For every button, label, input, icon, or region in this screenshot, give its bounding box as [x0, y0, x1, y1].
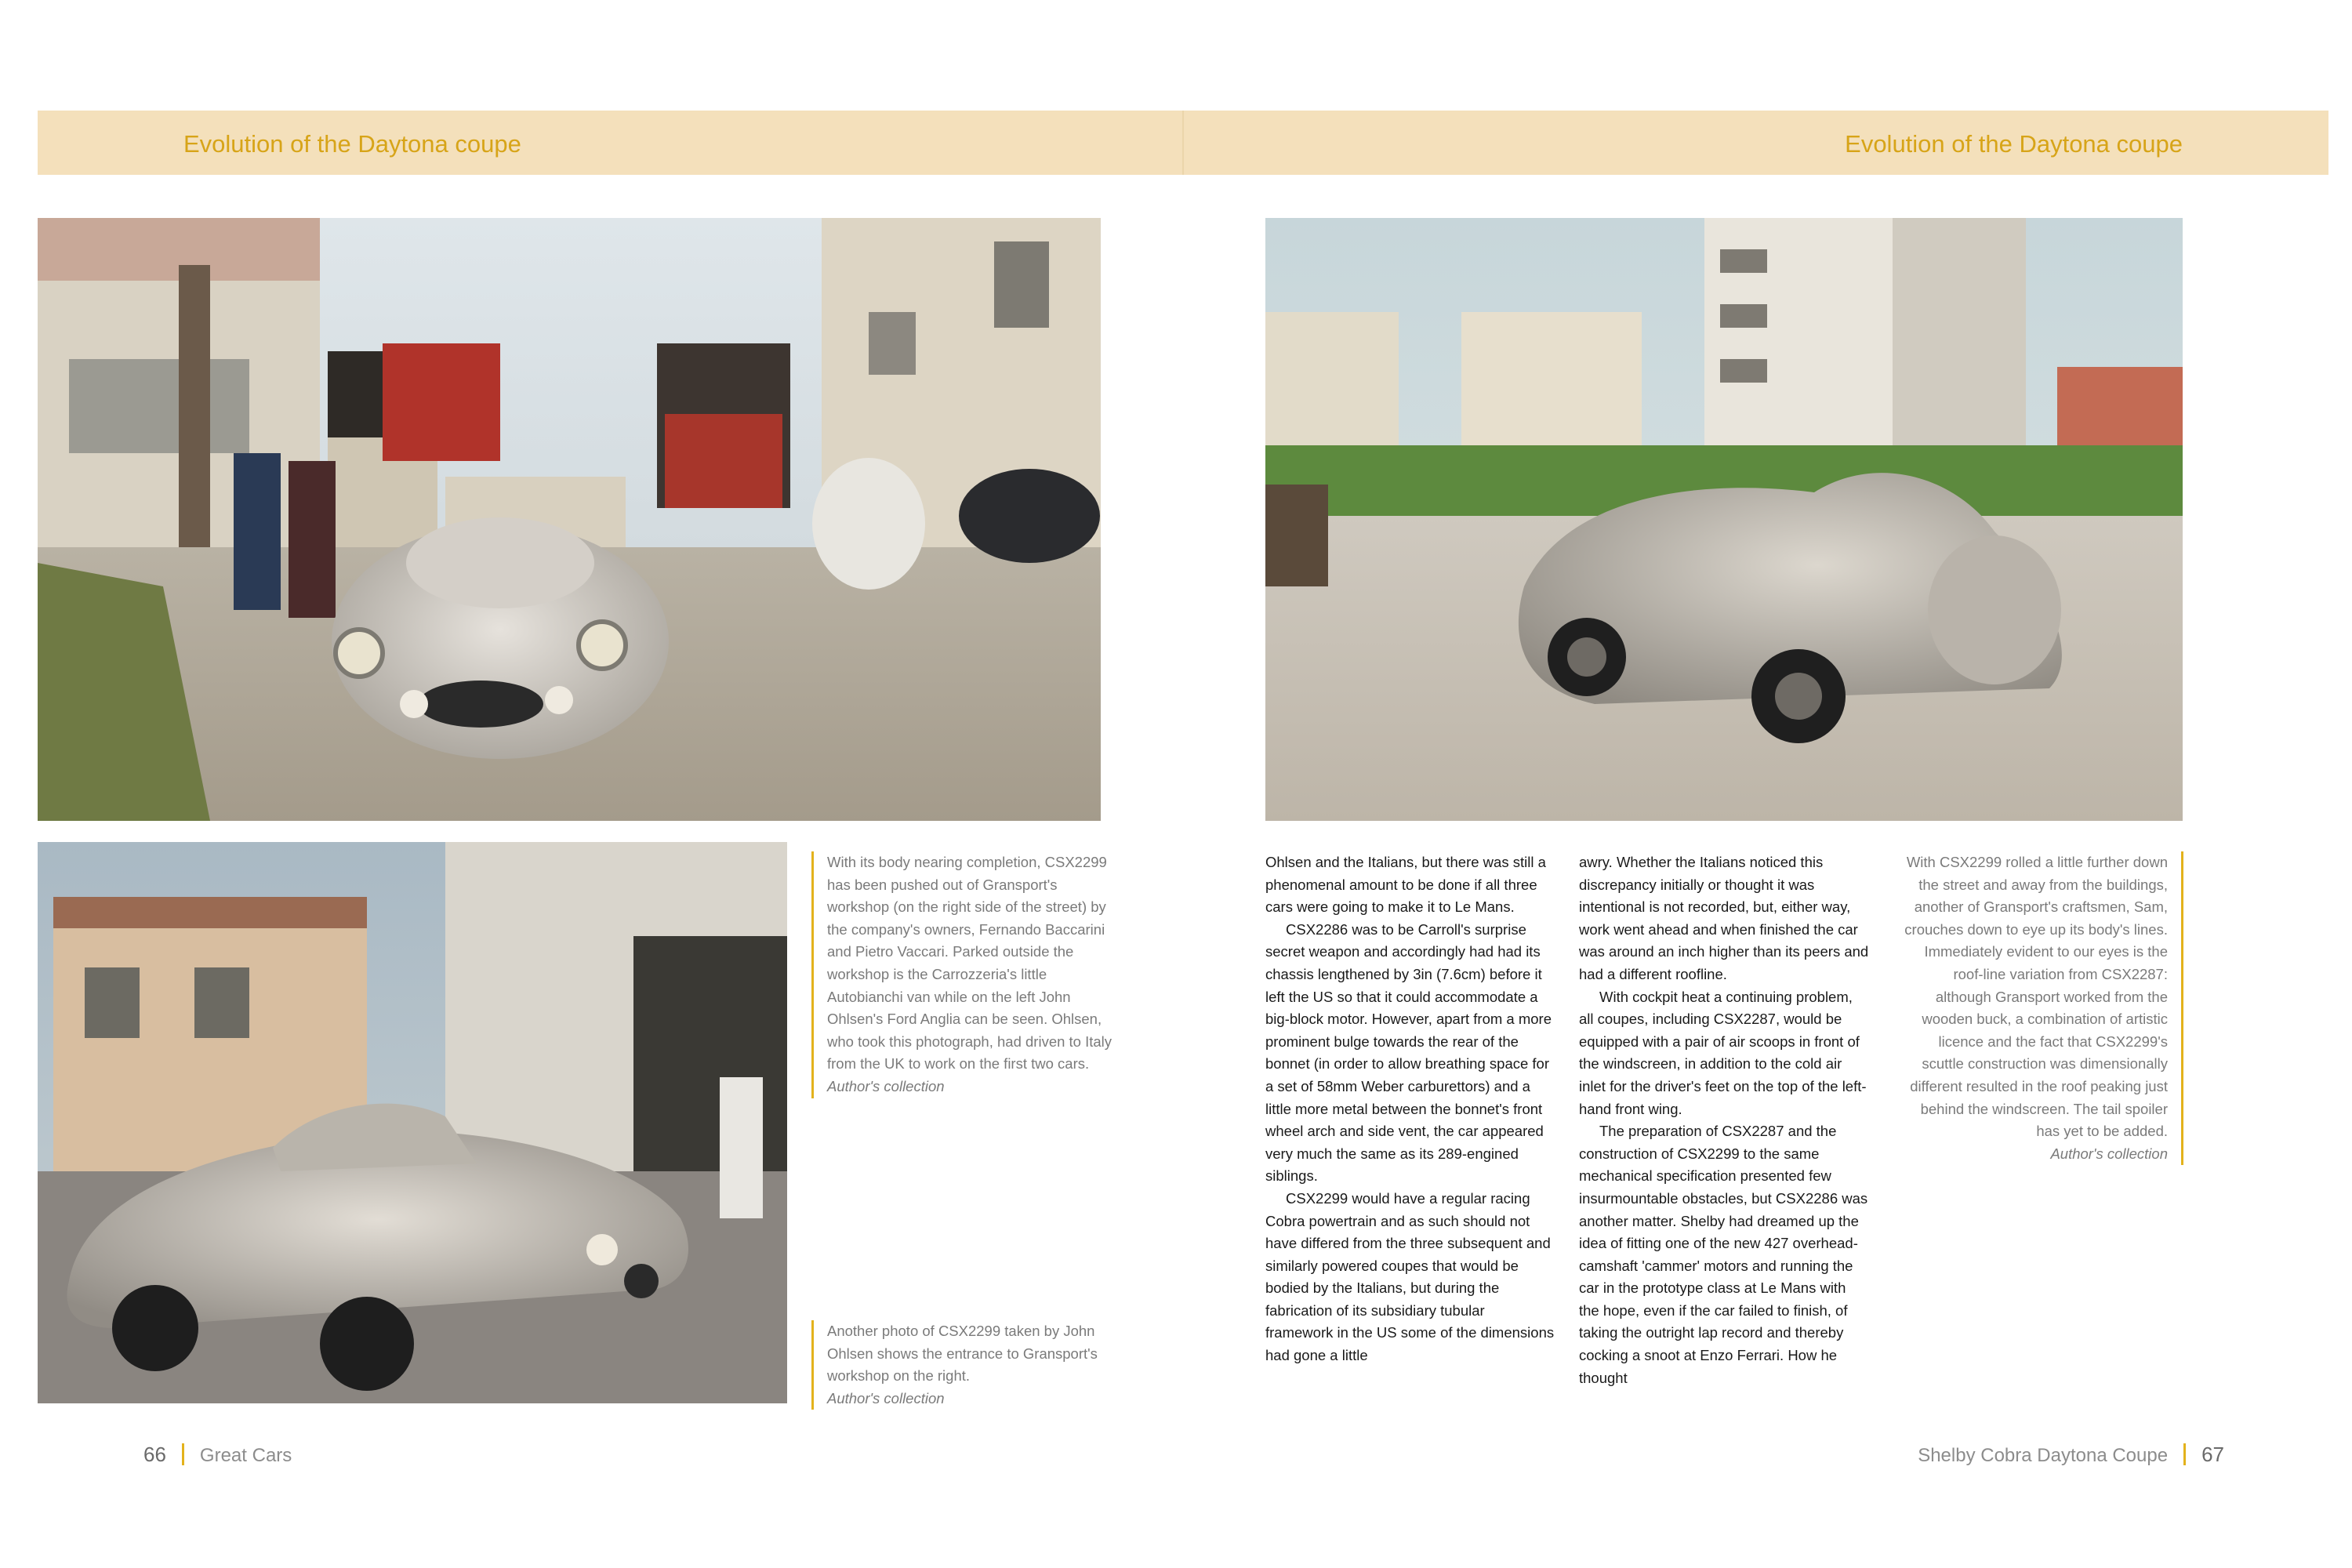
folio-right — [1918, 1441, 2224, 1469]
book-title-left: Great Cars — [199, 1445, 292, 1466]
body-column-2 — [1579, 851, 1869, 1389]
folio-divider — [182, 1443, 184, 1465]
caption-top-left — [811, 851, 1116, 1098]
caption-bottom-left — [811, 1320, 1116, 1410]
running-head-right: Evolution of the Daytona coupe — [1845, 130, 2183, 158]
caption-credit: Author's collection — [827, 1389, 945, 1406]
page-number-right: 67 — [2201, 1443, 2224, 1466]
body-paragraph: awry. Whether the Italians noticed this discrepancy initially or thought it was intentional is not recorded, but, either way, work went ahead and when finished the car was around an inch higher than its peers and had a different roofline. — [1579, 854, 1869, 982]
body-paragraph: With cockpit heat a continuing problem, all coupes, including CSX2287, would be equipped with a pair of air scoops in front of the windscreen, in addition to the cold air inlet for the driver's feet on the top of the left-hand front wing. — [1579, 988, 1867, 1117]
caption-text: With its body nearing completion, CSX2299 has been pushed out of Gransport's workshop (on the right side of the street) by the company's owners, Fernando Baccarini and Pietro Vaccari. Parked outside the workshop is the Carrozzeria's little Autobianchi van while on the left John Ohlsen's Ford Anglia can be seen. Ohlsen, who took this photograph, had driven to Italy from the UK to work on the first two cars. — [827, 854, 1112, 1073]
page-number-left: 66 — [143, 1443, 166, 1466]
book-title-right: Shelby Cobra Daytona Coupe — [1918, 1445, 2169, 1466]
caption-text: With CSX2299 rolled a little further down the street and away from the buildings, another of Gransport's craftsmen, Sam, crouches down to eye up its body's lines. Immediately evident to our eyes is the roof-line variation from CSX2287: although Gransport worked from the wooden buck, a combination of artistic licence and the fact that CSX2299's scuttle construction was dimensionally different resulted in the roof peaking just behind the windscreen. The tail spoiler has yet to be added. — [1904, 854, 2168, 1140]
body-paragraph: The preparation of CSX2287 and the construction of CSX2299 to the same mechanical specification presented few insurmountable obstacles, but CSX2286 was another matter. Shelby had dreamed up the idea of fitting one of the new 427 overhead-camshaft 'cammer' motors and running the car in the prototype class at Le Mans with the hope, even if the car failed to finish, of taking the outright lap record and thereby cocking a snoot at Enzo Ferrari. How he thought — [1579, 1123, 1868, 1386]
running-head-left: Evolution of the Daytona coupe — [183, 130, 521, 158]
body-paragraph: CSX2299 would have a regular racing Cobra powertrain and as such should not have differed from the three subsequent and similarly powered coupes that would be bodied by the Italians, but during the fabrication of its subsidiary tubular framework in the US some of the dimensions had gone a little — [1265, 1189, 1555, 1364]
page-gutter-divider — [1182, 111, 1184, 175]
caption-credit: Author's collection — [827, 1077, 945, 1094]
body-paragraph: CSX2286 was to be Carroll's surprise secret weapon and accordingly had had its chassis lengthened by 3in (7.6cm) before it left the US so that it could accommodate a big-block motor. However, apart from a more prominent bulge towards the rear of the bonnet (in order to allow breathing space for a set of 58mm Weber carburettors) and a little more metal between the bonnet's front wheel arch and side vent, the car appeared very much the same as its 289-engined siblings. — [1265, 920, 1552, 1185]
folio-left — [143, 1441, 292, 1469]
folio-divider — [2183, 1443, 2186, 1465]
body-paragraph: Ohlsen and the Italians, but there was still a phenomenal amount to be done if all three cars were going to make it to Le Mans. — [1265, 854, 1546, 916]
caption-right — [1897, 851, 2183, 1165]
photo-coupe-rear-three-quarter — [1265, 218, 2183, 821]
photo-coupe-outside-workshop — [38, 842, 787, 1403]
photo-street-scene-coupe-front — [38, 218, 1101, 821]
body-column-1 — [1265, 851, 1555, 1367]
caption-text: Another photo of CSX2299 taken by John Ohlsen shows the entrance to Gransport's workshop on the right. — [827, 1323, 1098, 1385]
caption-credit: Author's collection — [2050, 1145, 2168, 1162]
